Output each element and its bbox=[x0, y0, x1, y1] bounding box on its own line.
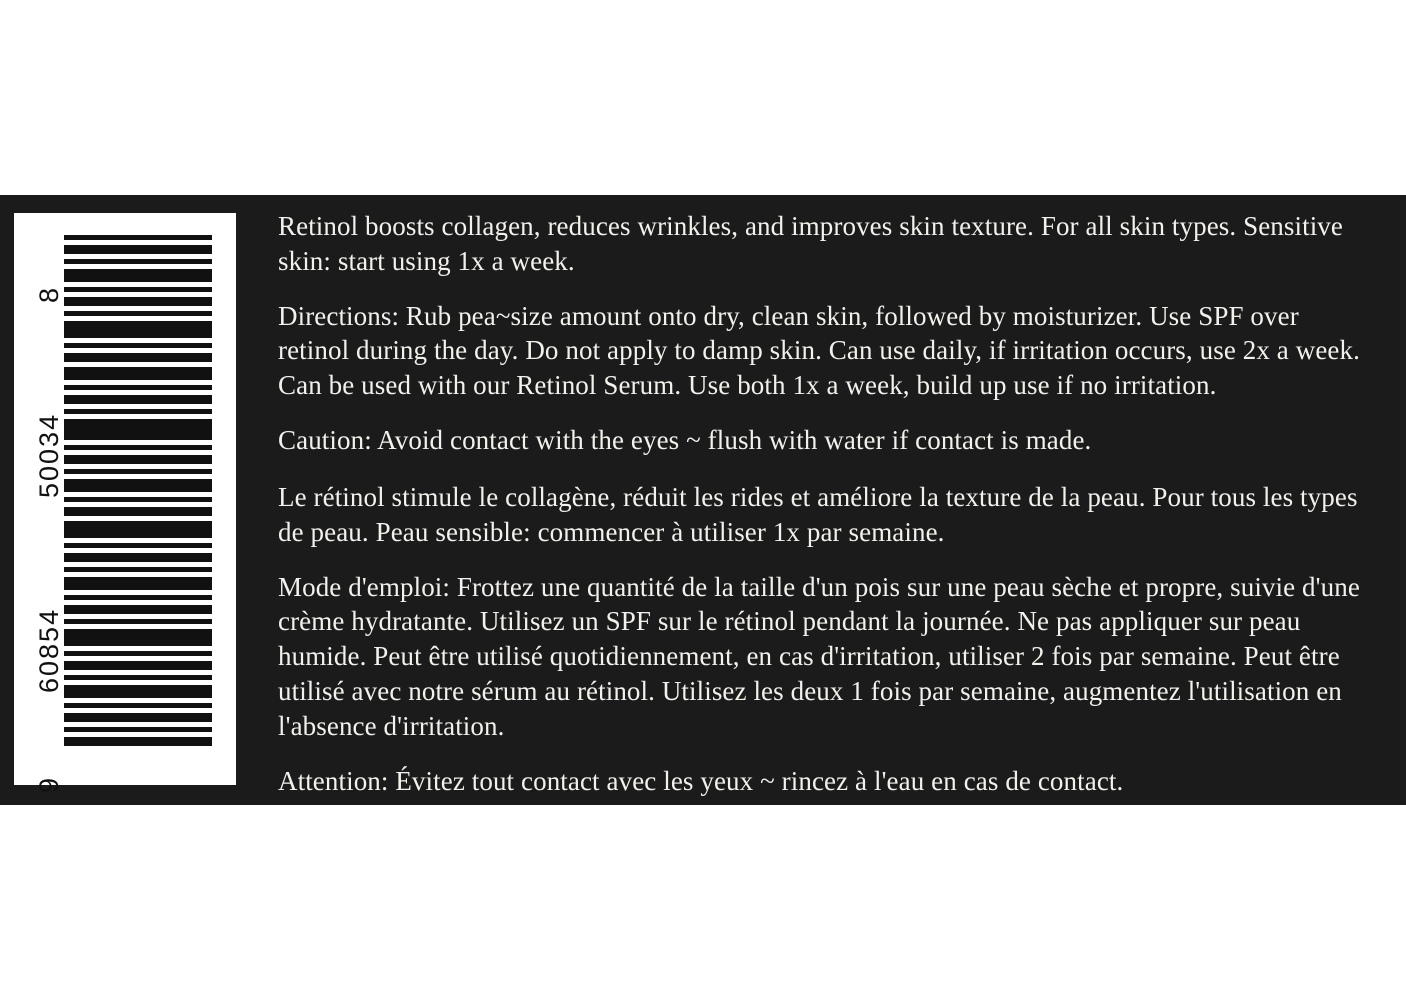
barcode-bar bbox=[64, 455, 212, 464]
barcode-bar bbox=[64, 311, 212, 316]
barcode-bar bbox=[64, 619, 212, 624]
barcode-bar bbox=[64, 661, 212, 670]
barcode-digit-1: 8 bbox=[34, 285, 64, 303]
barcode-bar bbox=[64, 297, 212, 306]
barcode-bar bbox=[64, 595, 212, 600]
barcode-bar bbox=[64, 445, 212, 450]
paragraph-english-caution: Caution: Avoid contact with the eyes ~ flush with water if contact is made. bbox=[278, 425, 1092, 456]
barcode-bars bbox=[64, 235, 212, 763]
barcode-bar bbox=[64, 269, 212, 282]
barcode-bar bbox=[64, 395, 212, 404]
barcode-bar bbox=[64, 287, 212, 292]
barcode-bar bbox=[64, 409, 212, 414]
barcode-bar bbox=[64, 419, 212, 440]
barcode-digit-4: 9 bbox=[34, 775, 64, 793]
barcode-bar bbox=[64, 479, 212, 492]
barcode-bar bbox=[64, 259, 212, 264]
barcode-bar bbox=[64, 343, 212, 348]
paragraph-english-description: Retinol boosts collagen, reduces wrinkles, and improves skin texture. For all skin types. Sensitive skin: start using 1x a week. bbox=[278, 211, 1343, 276]
barcode-bar bbox=[64, 727, 212, 732]
barcode-bar bbox=[64, 553, 212, 562]
barcode-bar bbox=[64, 497, 212, 502]
barcode-bar bbox=[64, 629, 212, 646]
barcode-bar bbox=[64, 675, 212, 680]
barcode-bar bbox=[64, 713, 212, 722]
barcode-bar bbox=[64, 703, 212, 708]
barcode-bar bbox=[64, 245, 212, 254]
barcode-bar bbox=[64, 567, 212, 572]
barcode-bar bbox=[64, 507, 212, 516]
barcode-digit-3: 60854 bbox=[34, 607, 64, 693]
paragraph-french-description: Le rétinol stimule le collagène, réduit les rides et améliore la texture de la peau. Pour tous les types de peau. Peau sensible: commencer à utiliser 1x par semaine. bbox=[278, 481, 1358, 547]
paragraph-english-directions: Directions: Rub pea~size amount onto dry, clean skin, followed by moisturizer. Use SPF over retinol during the day. Do not apply to damp skin. Can use daily, if irritation occurs, use 2x a week. Can be used with our Retinol Serum. Use both 1x a week, build up use if no irritation. bbox=[278, 300, 1360, 401]
barcode-bar bbox=[64, 605, 212, 614]
product-label-panel bbox=[0, 195, 1406, 805]
barcode-bar bbox=[64, 385, 212, 390]
barcode-bar bbox=[64, 321, 212, 338]
barcode-bar bbox=[64, 367, 212, 380]
barcode-bar bbox=[64, 651, 212, 656]
barcode-bar bbox=[64, 469, 212, 474]
paragraph-french-directions: Mode d'emploi: Frottez une quantité de la taille d'un pois sur une peau sèche et propre, suivie d'une crème hydratante. Utilisez un SPF sur le rétinol pendant la journée. Ne pas appliquer sur peau humide. Peut être utilisé quotidiennement, en cas d'irritation, utiliser 2 fois par semaine. Peut être utilisé avec notre sérum au rétinol. Utilisez les deux 1 fois par semaine, augmentez l'utilisation en l'absence d'irritation. bbox=[278, 571, 1360, 741]
barcode-bar bbox=[64, 521, 212, 538]
barcode-digit-2: 50034 bbox=[34, 412, 64, 498]
barcode-bar bbox=[64, 543, 212, 548]
barcode-bar bbox=[64, 685, 212, 698]
barcode bbox=[14, 213, 236, 793]
paragraph-french-caution: Attention: Évitez tout contact avec les yeux ~ rincez à l'eau en cas de contact. bbox=[278, 765, 1124, 796]
barcode-bar bbox=[64, 737, 212, 746]
label-text-block bbox=[278, 209, 1368, 819]
barcode-bar bbox=[64, 353, 212, 362]
barcode-bar bbox=[64, 235, 212, 240]
barcode-bar bbox=[64, 577, 212, 590]
